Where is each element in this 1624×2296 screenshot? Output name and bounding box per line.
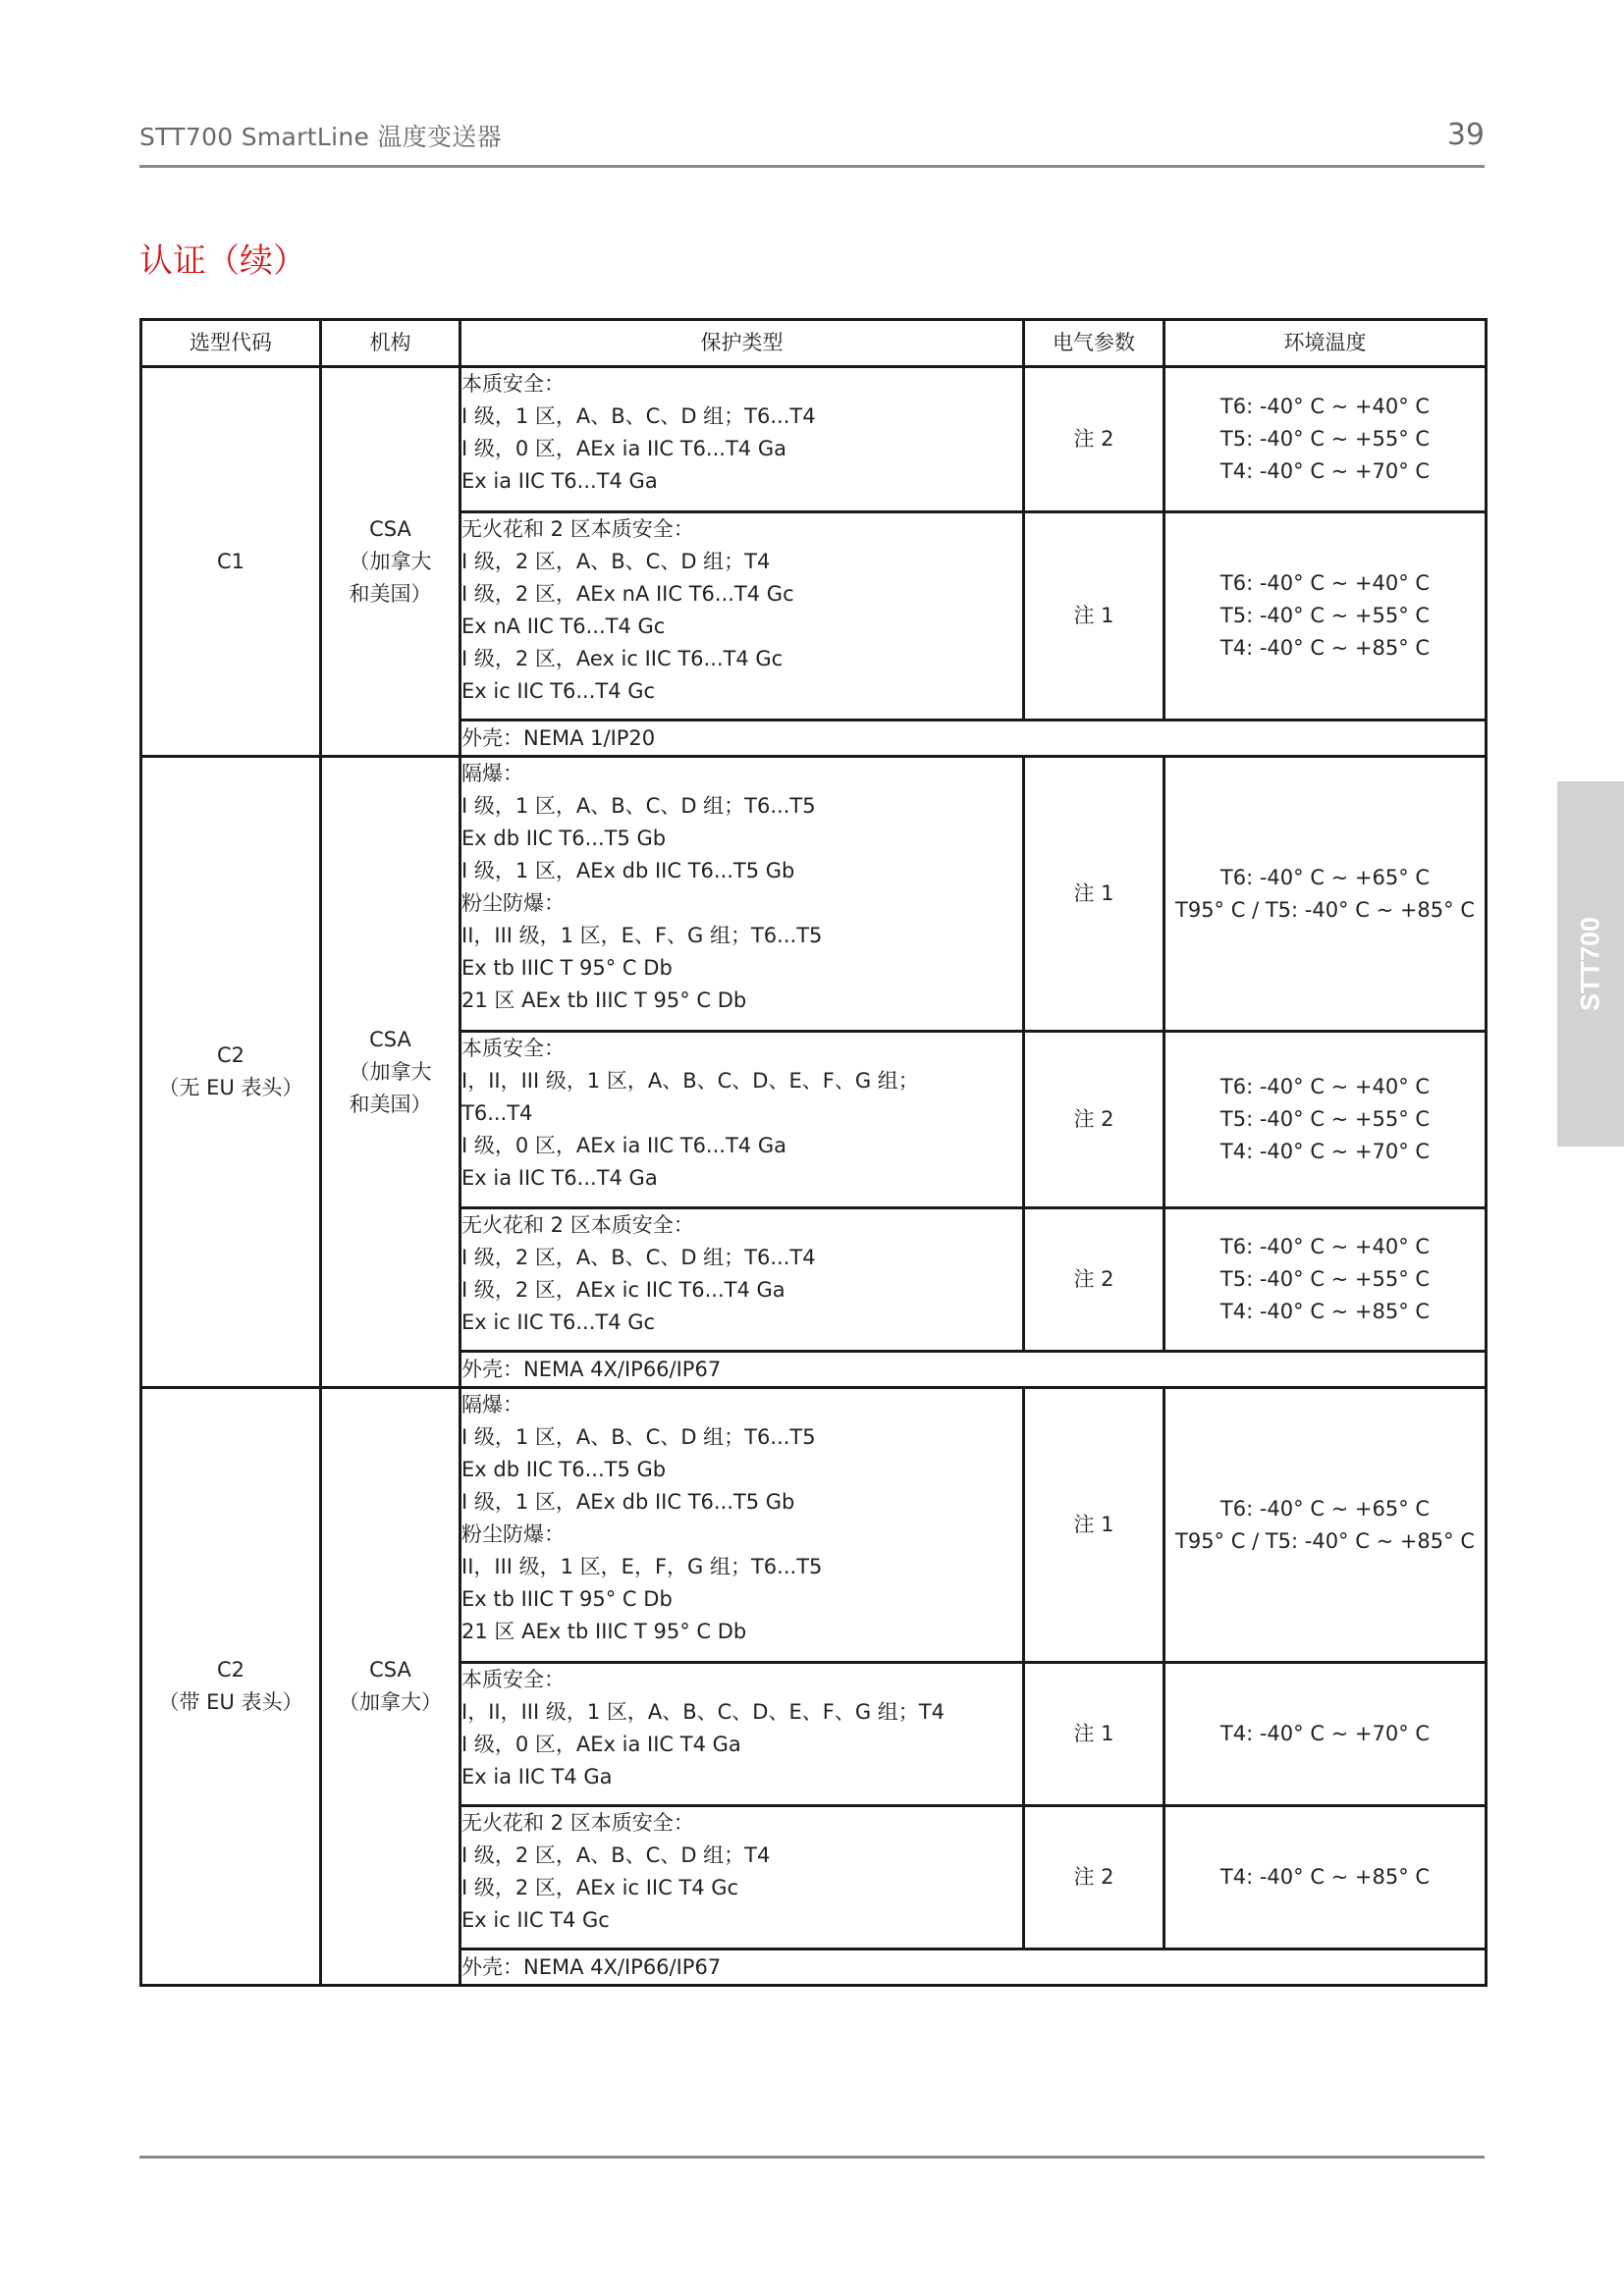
cell-line: CSA bbox=[369, 1658, 411, 1682]
table-row bbox=[141, 757, 1487, 1032]
cell-line: I 级，2 区，AEx ic IIC T4 Gc bbox=[461, 1876, 739, 1899]
cell-line: CSA bbox=[369, 1027, 411, 1051]
electrical-params-cell: 注 2 bbox=[1024, 1806, 1164, 1949]
cell-line: 和美国） bbox=[349, 1092, 432, 1116]
electrical-params-cell: 注 2 bbox=[1024, 367, 1164, 512]
cell-line: II，III 级，1 区，E、F、G 组；T6...T5 bbox=[461, 924, 823, 947]
page-number: 39 bbox=[1446, 118, 1485, 152]
header-electrical-params: 电气参数 bbox=[1024, 320, 1164, 367]
protection-type-cell bbox=[460, 1032, 1024, 1208]
cell-line: T4: -40° C ~ +85° C bbox=[1219, 636, 1431, 660]
cell-line: （无 EU 表头） bbox=[158, 1076, 303, 1099]
cell-line: Ex ic IIC T6...T4 Gc bbox=[461, 679, 656, 703]
electrical-params-cell: 注 1 bbox=[1024, 1663, 1164, 1806]
electrical-params-cell: 注 1 bbox=[1024, 757, 1164, 1032]
cell-line: Ex ia IIC T6...T4 Ga bbox=[461, 1166, 658, 1190]
agency-cell bbox=[321, 367, 460, 757]
cell-line: Ex ia IIC T6...T4 Ga bbox=[461, 469, 658, 493]
header-model-code: 选型代码 bbox=[141, 320, 321, 367]
cell-line: I 级，2 区，AEx nA IIC T6...T4 Gc bbox=[461, 582, 794, 606]
cell-line: T5: -40° C ~ +55° C bbox=[1219, 1107, 1431, 1131]
cell-line: T6: -40° C ~ +65° C bbox=[1219, 865, 1431, 889]
cell-line: T5: -40° C ~ +55° C bbox=[1219, 1267, 1431, 1291]
protection-type-cell bbox=[460, 1388, 1024, 1663]
cell-line: I 级，2 区，A、B、C、D 组；T4 bbox=[461, 1843, 771, 1867]
cell-line: 隔爆： bbox=[461, 762, 523, 785]
cell-line: Ex db IIC T6...T5 Gb bbox=[461, 1458, 667, 1481]
cell-line: （带 EU 表头） bbox=[158, 1690, 303, 1714]
electrical-params-cell: 注 1 bbox=[1024, 1388, 1164, 1663]
cell-line: I 级，0 区，AEx ia IIC T4 Ga bbox=[461, 1733, 741, 1756]
cell-line: T95° C / T5: -40° C ~ +85° C bbox=[1175, 897, 1475, 922]
cell-line: I 级，1 区，A、B、C、D 组；T6...T5 bbox=[461, 1425, 816, 1449]
cell-line: II，III 级，1 区，E，F，G 组；T6...T5 bbox=[461, 1555, 823, 1578]
agency-cell bbox=[321, 1388, 460, 1986]
ambient-temp-cell bbox=[1164, 512, 1487, 721]
ambient-temp-cell bbox=[1164, 1208, 1487, 1352]
cell-line: I 级，2 区，A、B、C、D 组；T6...T4 bbox=[461, 1246, 816, 1269]
cell-line: Ex ia IIC T4 Ga bbox=[461, 1765, 613, 1789]
enclosure-cell: 外壳：NEMA 4X/IP66/IP67 bbox=[460, 1352, 1487, 1388]
cell-line: I 级，0 区，AEx ia IIC T6...T4 Ga bbox=[461, 1134, 786, 1157]
cell-line: I，II，III 级，1 区，A、B、C、D、E、F、G 组；T4 bbox=[461, 1700, 945, 1724]
electrical-params-cell: 注 2 bbox=[1024, 1208, 1164, 1352]
table-row bbox=[141, 1388, 1487, 1663]
header-agency: 机构 bbox=[321, 320, 460, 367]
cell-line: T6: -40° C ~ +40° C bbox=[1219, 1235, 1431, 1258]
cell-line: C2 bbox=[216, 1043, 245, 1067]
cell-line: I 级，1 区，AEx db IIC T6...T5 Gb bbox=[461, 859, 795, 882]
enclosure-cell: 外壳：NEMA 4X/IP66/IP67 bbox=[460, 1949, 1487, 1986]
cell-line: 本质安全： bbox=[461, 1037, 565, 1060]
protection-type-cell bbox=[460, 1208, 1024, 1352]
cell-line: 无火花和 2 区本质安全： bbox=[461, 517, 694, 541]
cell-line: 隔爆： bbox=[461, 1393, 523, 1416]
cell-line: 21 区 AEx tb IIIC T 95° C Db bbox=[461, 988, 747, 1012]
cell-line: （加拿大 bbox=[349, 549, 432, 573]
cell-line: C2 bbox=[216, 1658, 245, 1682]
cell-line: CSA bbox=[369, 516, 411, 541]
ambient-temp-cell bbox=[1164, 1032, 1487, 1208]
cell-line: I 级，2 区，A、B、C、D 组；T4 bbox=[461, 550, 771, 573]
header-divider bbox=[139, 165, 1485, 168]
cell-line: I 级，2 区，Aex ic IIC T6...T4 Gc bbox=[461, 647, 784, 670]
protection-type-cell bbox=[460, 757, 1024, 1032]
document-title: STT700 SmartLine 温度变送器 bbox=[139, 123, 502, 151]
cell-line: I 级，0 区，AEx ia IIC T6...T4 Ga bbox=[461, 437, 786, 460]
table-body bbox=[141, 367, 1487, 1986]
cell-line: 粉尘防爆： bbox=[461, 891, 565, 915]
table-header-row bbox=[141, 320, 1487, 367]
model-code-cell bbox=[141, 1388, 321, 1986]
cell-line: 21 区 AEx tb IIIC T 95° C Db bbox=[461, 1620, 747, 1643]
ambient-temp-cell bbox=[1164, 1663, 1487, 1806]
model-code-cell bbox=[141, 367, 321, 757]
cell-line: T4: -40° C ~ +85° C bbox=[1219, 1865, 1431, 1889]
side-tab bbox=[1557, 781, 1624, 1147]
cell-line: 本质安全： bbox=[461, 1668, 565, 1691]
cell-line: T6: -40° C ~ +65° C bbox=[1219, 1496, 1431, 1521]
ambient-temp-cell bbox=[1164, 1388, 1487, 1663]
footer-divider bbox=[139, 2156, 1485, 2159]
cell-line: Ex tb IIIC T 95° C Db bbox=[461, 1587, 673, 1611]
cell-line: Ex ic IIC T4 Gc bbox=[461, 1908, 610, 1932]
cell-line: （加拿大） bbox=[339, 1690, 442, 1714]
agency-cell bbox=[321, 757, 460, 1388]
cell-line: T6...T4 bbox=[461, 1101, 533, 1125]
cell-line: T4: -40° C ~ +70° C bbox=[1219, 1140, 1431, 1163]
protection-type-cell bbox=[460, 367, 1024, 512]
protection-type-cell bbox=[460, 1806, 1024, 1949]
cell-line: （加拿大 bbox=[349, 1059, 432, 1084]
cell-line: T5: -40° C ~ +55° C bbox=[1219, 604, 1431, 627]
enclosure-cell: 外壳：NEMA 1/IP20 bbox=[460, 721, 1487, 757]
cell-line: Ex db IIC T6...T5 Gb bbox=[461, 827, 667, 850]
cell-line: T95° C / T5: -40° C ~ +85° C bbox=[1175, 1528, 1475, 1553]
table-row bbox=[141, 367, 1487, 512]
cell-line: T5: -40° C ~ +55° C bbox=[1219, 427, 1431, 451]
side-tab-label: STT700 bbox=[1575, 916, 1605, 1012]
ambient-temp-cell bbox=[1164, 367, 1487, 512]
certification-table bbox=[139, 318, 1488, 1987]
cell-line: C1 bbox=[216, 549, 245, 573]
cell-line: 无火花和 2 区本质安全： bbox=[461, 1811, 694, 1835]
cell-line: I 级，1 区，A、B、C、D 组；T6...T4 bbox=[461, 404, 816, 428]
header-protection-type: 保护类型 bbox=[460, 320, 1024, 367]
model-code-cell bbox=[141, 757, 321, 1388]
cell-line: T4: -40° C ~ +85° C bbox=[1219, 1300, 1431, 1323]
cell-line: I，II，III 级，1 区，A、B、C、D、E、F、G 组； bbox=[461, 1069, 919, 1093]
cell-line: Ex nA IIC T6...T4 Gc bbox=[461, 614, 666, 638]
electrical-params-cell: 注 2 bbox=[1024, 1032, 1164, 1208]
cell-line: 本质安全： bbox=[461, 372, 565, 396]
header-ambient-temp: 环境温度 bbox=[1164, 320, 1487, 367]
cell-line: T6: -40° C ~ +40° C bbox=[1219, 1075, 1431, 1098]
electrical-params-cell: 注 1 bbox=[1024, 512, 1164, 721]
cell-line: I 级，2 区，AEx ic IIC T6...T4 Ga bbox=[461, 1278, 785, 1302]
ambient-temp-cell bbox=[1164, 1806, 1487, 1949]
cell-line: Ex tb IIIC T 95° C Db bbox=[461, 956, 673, 980]
cell-line: 无火花和 2 区本质安全： bbox=[461, 1213, 694, 1237]
section-title: 认证（续） bbox=[139, 241, 306, 281]
ambient-temp-cell bbox=[1164, 757, 1487, 1032]
cell-line: T4: -40° C ~ +70° C bbox=[1219, 459, 1431, 483]
cell-line: Ex ic IIC T6...T4 Gc bbox=[461, 1310, 656, 1334]
cell-line: 和美国） bbox=[349, 581, 432, 606]
cell-line: I 级，1 区，A、B、C、D 组；T6...T5 bbox=[461, 794, 816, 818]
cell-line: T6: -40° C ~ +40° C bbox=[1219, 571, 1431, 595]
cell-line: T4: -40° C ~ +70° C bbox=[1219, 1722, 1431, 1745]
protection-type-cell bbox=[460, 1663, 1024, 1806]
cell-line: 粉尘防爆： bbox=[461, 1522, 565, 1546]
cell-line: T6: -40° C ~ +40° C bbox=[1219, 395, 1431, 418]
protection-type-cell bbox=[460, 512, 1024, 721]
cell-line: I 级，1 区，AEx db IIC T6...T5 Gb bbox=[461, 1490, 795, 1514]
